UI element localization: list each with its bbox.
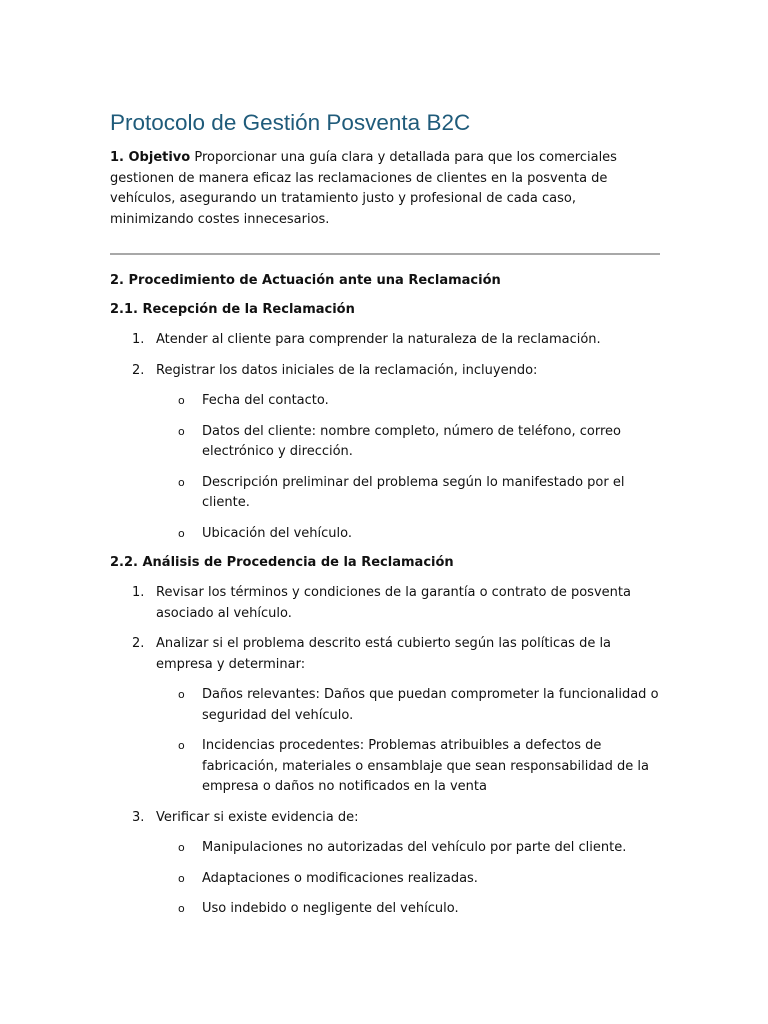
bullet-text: Datos del cliente: nombre completo, número de teléfono, correo electrónico y dirección. [202,423,621,459]
bullet-text: Descripción preliminar del problema según lo manifestado por el cliente. [202,474,625,510]
bullet-item [110,391,660,412]
bullet-item [110,422,660,463]
bullet-item [110,473,660,514]
section-2-1-heading: 2.1. Recepción de la Reclamación [110,302,355,317]
circle-bullet-icon: o [178,841,185,854]
section-2-2-heading: 2.2. Análisis de Procedencia de la Reclamación [110,555,454,570]
bullet-item [110,838,660,859]
circle-bullet-icon: o [178,739,185,752]
section-2-heading: 2. Procedimiento de Actuación ante una Reclamación [110,273,501,288]
bullet-text: Incidencias procedentes: Problemas atribuibles a defectos de fabricación, materiales o ensamblaje que sean responsabilidad de la empresa o daños no notificados en la venta [202,738,649,794]
objective-paragraph [110,148,660,230]
list-item-text: Revisar los términos y condiciones de la garantía o contrato de posventa asociado al vehículo. [156,585,631,621]
objective-text: Proporcionar una guía clara y detallada para que los comerciales gestionen de manera eficaz las reclamaciones de clientes en la posventa de vehículos, asegurando un tratamiento justo y profesional de cada caso, minimizando costes innecesarios. [110,150,617,227]
list-item-text: Analizar si el problema descrito está cubierto según las políticas de la empresa y determinar: [156,636,612,672]
circle-bullet-icon: o [178,871,185,885]
bullet-text: Ubicación del vehículo. [202,525,352,541]
sub-bullet-list [156,685,660,798]
section-2-1-steps [110,330,660,544]
horizontal-divider [110,253,660,255]
list-number: 2. [132,636,145,651]
document-title: Protocolo de Gestión Posventa B2C [110,110,471,135]
list-item-text: Verificar si existe evidencia de: [156,809,359,825]
bullet-text: Manipulaciones no autorizadas del vehículo por parte del cliente. [202,840,627,855]
list-number: 2. [132,362,145,378]
list-number: 1. [132,332,145,347]
bullet-text: Adaptaciones o modificaciones realizadas. [202,870,478,886]
bullet-text: Daños relevantes: Daños que puedan comprometer la funcionalidad o seguridad del vehículo. [202,687,659,723]
objective-label: 1. Objetivo [110,150,191,165]
bullet-item [110,899,660,920]
bullet-text: Fecha del contacto. [202,393,329,408]
list-item [110,634,660,798]
bullet-item [110,869,660,890]
circle-bullet-icon: o [178,475,185,489]
section-2-2-steps [110,583,660,920]
list-item [110,361,660,545]
circle-bullet-icon: o [178,526,185,540]
sub-bullet-list [156,838,660,920]
bullet-text: Uso indebido o negligente del vehículo. [202,901,459,916]
circle-bullet-icon: o [178,424,185,438]
circle-bullet-icon: o [178,394,185,407]
bullet-item [110,736,660,798]
list-number: 3. [132,809,145,825]
bullet-item [110,685,660,726]
sub-bullet-list [156,391,660,544]
bullet-item [110,524,660,545]
list-number: 1. [132,585,145,600]
circle-bullet-icon: o [178,688,185,701]
list-item [110,583,660,624]
document-page [110,108,660,920]
list-item-text: Atender al cliente para comprender la naturaleza de la reclamación. [156,332,601,347]
list-item-text: Registrar los datos iniciales de la reclamación, incluyendo: [156,362,538,378]
list-item [110,330,660,351]
circle-bullet-icon: o [178,902,185,915]
list-item [110,808,660,920]
